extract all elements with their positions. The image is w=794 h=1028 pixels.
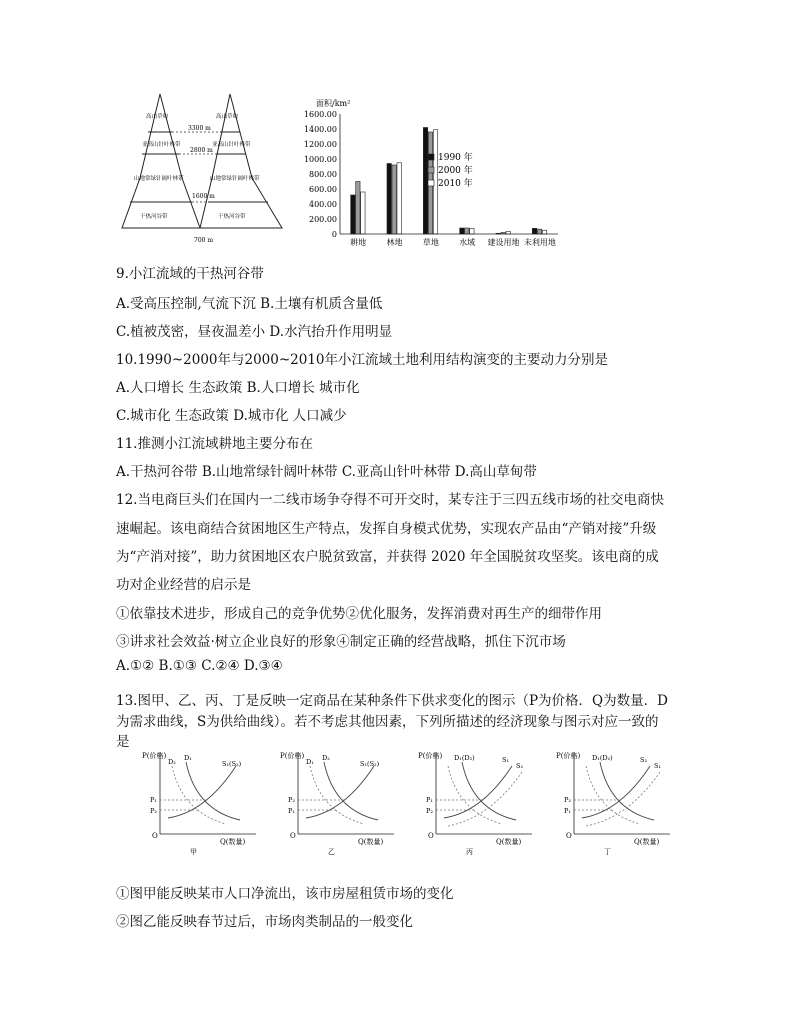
supply-label: S₁ bbox=[654, 762, 662, 770]
bar bbox=[351, 195, 355, 234]
text-line: 12.当电商巨头们在国内一二线市场争夺得不可开交时，某专注于三四五线市场的社交电商快 bbox=[116, 492, 664, 508]
bar bbox=[532, 228, 536, 234]
y-tick-label: 1400.00 bbox=[303, 125, 337, 134]
text-line: 10.1990~2000年与2000~2010年小江流域土地利用结构演变的主要动力分别是 bbox=[116, 352, 609, 368]
origin-label: O bbox=[428, 832, 434, 840]
bar bbox=[392, 165, 396, 234]
q-axis-label: Q(数量) bbox=[634, 838, 660, 846]
x-tick-label: 未利用地 bbox=[523, 238, 556, 247]
demand-label: D₂ bbox=[322, 754, 330, 762]
origin-label: O bbox=[566, 832, 572, 840]
text-line: A.干热河谷带 B.山地常绿针阔叶林带 C.亚高山针叶林带 D.高山草甸带 bbox=[116, 464, 537, 480]
price-label: P₁ bbox=[564, 807, 571, 815]
legend-label: 2010 年 bbox=[438, 179, 473, 189]
x-tick-label: 草地 bbox=[422, 238, 439, 247]
legend-swatch bbox=[428, 180, 434, 186]
graph-2 bbox=[418, 751, 532, 856]
text-line: 是 bbox=[116, 734, 130, 750]
bar bbox=[423, 128, 427, 235]
right-zone-1: 高山草甸 bbox=[216, 114, 239, 120]
bar bbox=[397, 163, 401, 234]
elev-1600: 1600 m bbox=[192, 193, 215, 200]
supply-label: S₁(S₂) bbox=[360, 760, 380, 768]
bar bbox=[470, 228, 474, 234]
price-label: P₁ bbox=[426, 796, 433, 804]
q-axis-label: Q(数量) bbox=[220, 838, 246, 846]
left-zone-4: 干热河谷带 bbox=[140, 214, 168, 220]
p-axis-label: P(价格) bbox=[142, 752, 167, 760]
graph-caption: 乙 bbox=[328, 848, 335, 856]
bar bbox=[537, 229, 541, 234]
bar bbox=[465, 228, 469, 234]
y-tick-label: 600.00 bbox=[309, 185, 337, 194]
p-axis-label: P(价格) bbox=[418, 752, 443, 760]
y-tick-label: 1200.00 bbox=[303, 140, 337, 149]
right-zone-2: 亚高山针叶林带 bbox=[212, 142, 251, 148]
p-axis-label: P(价格) bbox=[556, 752, 581, 760]
price-label: P₂ bbox=[150, 807, 157, 815]
text-line: A.人口增长 生态政策 B.人口增长 城市化 bbox=[116, 380, 360, 396]
left-zone-1: 高山草甸 bbox=[146, 114, 169, 120]
graph-caption: 甲 bbox=[190, 848, 197, 856]
legend-swatch bbox=[428, 167, 434, 173]
text-line: ②图乙能反映春节过后，市场肉类制品的一般变化 bbox=[116, 914, 413, 930]
text-line: ③讲求社会效益·树立企业良好的形象④制定正确的经营战略，抓住下沉市场 bbox=[116, 634, 566, 650]
text-line: ①图甲能反映某市人口净流出，该市房屋租赁市场的变化 bbox=[116, 886, 454, 902]
y-tick-label: 0 bbox=[331, 230, 337, 239]
legend-swatch bbox=[428, 154, 434, 160]
text-line: 13.图甲、乙、丙、丁是反映一定商品在某种条件下供求变化的图示（P为价格．Q为数量．D bbox=[116, 693, 668, 709]
legend-label: 2000 年 bbox=[438, 166, 473, 176]
price-label: P₂ bbox=[426, 807, 433, 815]
text-line: 11.推测小江流域耕地主要分布在 bbox=[116, 436, 313, 452]
demand-label: D₁ bbox=[306, 758, 314, 766]
demand-label: D₁(D₂) bbox=[592, 754, 613, 762]
y-tick-label: 400.00 bbox=[309, 200, 337, 209]
chart-ylabel: 面积/km² bbox=[316, 99, 351, 108]
bar bbox=[542, 230, 546, 234]
graph-caption: 丙 bbox=[466, 848, 473, 856]
price-label: P₁ bbox=[288, 807, 295, 815]
graph-1 bbox=[280, 751, 394, 856]
text-line: A.①② B.①③ C.②④ D.③④ bbox=[116, 658, 283, 674]
origin-label: O bbox=[290, 832, 296, 840]
price-label: P₂ bbox=[288, 796, 295, 804]
supply-demand-graphs bbox=[140, 748, 700, 858]
graph-3 bbox=[556, 751, 670, 856]
text-line: A.受高压控制,气流下沉 B.土壤有机质含量低 bbox=[116, 296, 383, 312]
price-label: P₁ bbox=[150, 796, 157, 804]
right-zone-3: 山地常绿针阔叶林带 bbox=[210, 176, 260, 182]
text-line: C.植被茂密，昼夜温差小 D.水汽抬升作用明显 bbox=[116, 324, 393, 340]
elev-700: 700 m bbox=[194, 237, 214, 244]
q-axis-label: Q(数量) bbox=[496, 838, 522, 846]
elev-3300: 3300 m bbox=[188, 125, 211, 132]
text-line: 速崛起。该电商结合贫困地区生产特点，发挥自身模式优势，实现农产品由“产销对接”升级 bbox=[116, 521, 657, 537]
graph-0 bbox=[142, 751, 256, 856]
supply-label: S₂ bbox=[640, 756, 648, 764]
supply-label: S₁ bbox=[502, 756, 510, 764]
bar bbox=[361, 192, 365, 234]
supply-label: S₁(S₂) bbox=[222, 760, 242, 768]
graph-caption: 丁 bbox=[604, 848, 611, 856]
bar bbox=[460, 228, 464, 234]
p-axis-label: P(价格) bbox=[280, 752, 305, 760]
origin-label: O bbox=[152, 832, 158, 840]
q-axis-label: Q(数量) bbox=[358, 838, 384, 846]
legend-label: 1990 年 bbox=[438, 153, 473, 163]
x-tick-label: 耕地 bbox=[350, 238, 367, 247]
elev-2800: 2800 m bbox=[190, 147, 213, 154]
demand-label: D₁ bbox=[184, 754, 192, 762]
demand-label: D₁(D₂) bbox=[454, 754, 475, 762]
text-line: 9.小江流域的干热河谷带 bbox=[116, 266, 264, 282]
x-tick-label: 林地 bbox=[386, 238, 403, 247]
text-line: ①依靠技术进步，形成自己的竞争优势②优化服务，发挥消费对再生产的细带作用 bbox=[116, 606, 602, 622]
demand-label: D₂ bbox=[168, 758, 176, 766]
x-tick-label: 水域 bbox=[459, 238, 476, 247]
mountain-zone-diagram bbox=[112, 88, 292, 248]
text-line: 为“产消对接”，助力贫困地区农户脱贫致富，并获得 2020 年全国脱贫攻坚奖。该电商的成 bbox=[116, 549, 659, 565]
y-tick-label: 200.00 bbox=[309, 215, 337, 224]
y-tick-label: 1600.00 bbox=[303, 110, 337, 119]
text-line: C.城市化 生态政策 D.城市化 人口减少 bbox=[116, 408, 347, 424]
left-zone-3: 山地常绿针阔叶林带 bbox=[134, 176, 184, 182]
right-zone-4: 干热河谷带 bbox=[218, 214, 246, 220]
bar bbox=[387, 164, 391, 235]
supply-label: S₂ bbox=[516, 762, 524, 770]
text-line: 功对企业经营的启示是 bbox=[116, 577, 251, 593]
land-use-bar-chart bbox=[296, 92, 566, 252]
price-label: P₂ bbox=[564, 796, 571, 804]
y-tick-label: 1000.00 bbox=[303, 155, 337, 164]
left-zone-2: 亚高山针叶林带 bbox=[142, 142, 181, 148]
bar bbox=[356, 182, 360, 235]
x-tick-label: 建设用地 bbox=[487, 238, 520, 247]
y-tick-label: 800.00 bbox=[309, 170, 337, 179]
text-line: 为需求曲线，S为供给曲线）。若不考虑其他因素，下列所描述的经济现象与图示对应一致的 bbox=[116, 714, 659, 730]
